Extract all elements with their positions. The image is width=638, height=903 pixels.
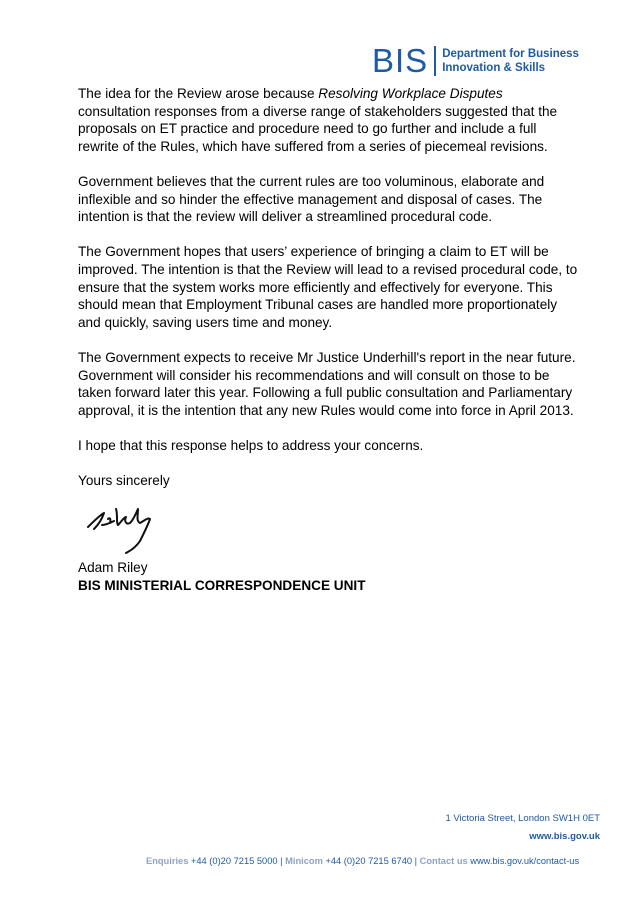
separator: | [414, 856, 418, 866]
signature-image [80, 495, 190, 555]
contact-link[interactable]: www.bis.gov.uk/contact-us [467, 856, 580, 866]
paragraph-1-start: The idea for the Review arose because [78, 86, 319, 101]
footer-address: 1 Victoria Street, London SW1H 0ET [445, 813, 600, 824]
paragraph-5: I hope that this response helps to address your concerns. [78, 437, 424, 453]
paragraph-2: Government believes that the current rules are too voluminous, elaborate and inflexible and so hinder the effective management and disposal of cases. The intention is that the review will deliver a streamlined procedural code. [78, 173, 545, 225]
contact-label: Contact us [417, 856, 468, 866]
footer-address-block [445, 810, 600, 846]
signer-unit: BIS MINISTERIAL CORRESPONDENCE UNIT [78, 577, 366, 593]
paragraph-4: The Government expects to receive Mr Justice Underhill's report in the near future. Government will consider his recommendations and will consult on those to be taken forward later this year. Following a full public consultation and Parliamentary approval, it is the intention that any new Rules would come into force in April 2013. [78, 349, 576, 418]
paragraph-1-end: consultation responses from a diverse range of stakeholders suggested that the proposals on ET practice and procedure need to go further and include a full rewrite of the Rules, which have suffered from a series of piecemeal revisions. [78, 103, 558, 154]
logo-mark: BIS [372, 42, 429, 79]
paragraph-3: The Government hopes that users’ experience of bringing a claim to ET will be improved. The intention is that the Review will lead to a revised procedural code, to ensure that the system works more efficiently and effectively for everyone. This should mean that Employment Tribunal cases are handled more proportionately and quickly, saving users time and money. [78, 244, 578, 330]
closing-salutation: Yours sincerely [78, 473, 170, 489]
department-line-1: Department for Business [442, 47, 579, 60]
paragraph-1 [78, 85, 578, 155]
footer-contact-line [146, 856, 579, 866]
minicom-label: Minicom [282, 856, 323, 866]
bis-logo [372, 44, 579, 77]
department-line-2: Innovation & Skills [442, 61, 546, 74]
logo-divider [434, 46, 436, 76]
enquiries-number: +44 (0)20 7215 5000 [188, 856, 281, 866]
signer-name: Adam Riley [78, 560, 148, 576]
paragraph-1-italic: Resolving Workplace Disputes [318, 86, 503, 101]
letter-body [78, 85, 578, 594]
footer-website-link[interactable]: www.bis.gov.uk [529, 831, 600, 842]
minicom-number: +44 (0)20 7215 6740 [322, 856, 415, 866]
department-name [442, 47, 579, 75]
separator: | [280, 856, 283, 866]
enquiries-label: Enquiries [146, 856, 189, 866]
